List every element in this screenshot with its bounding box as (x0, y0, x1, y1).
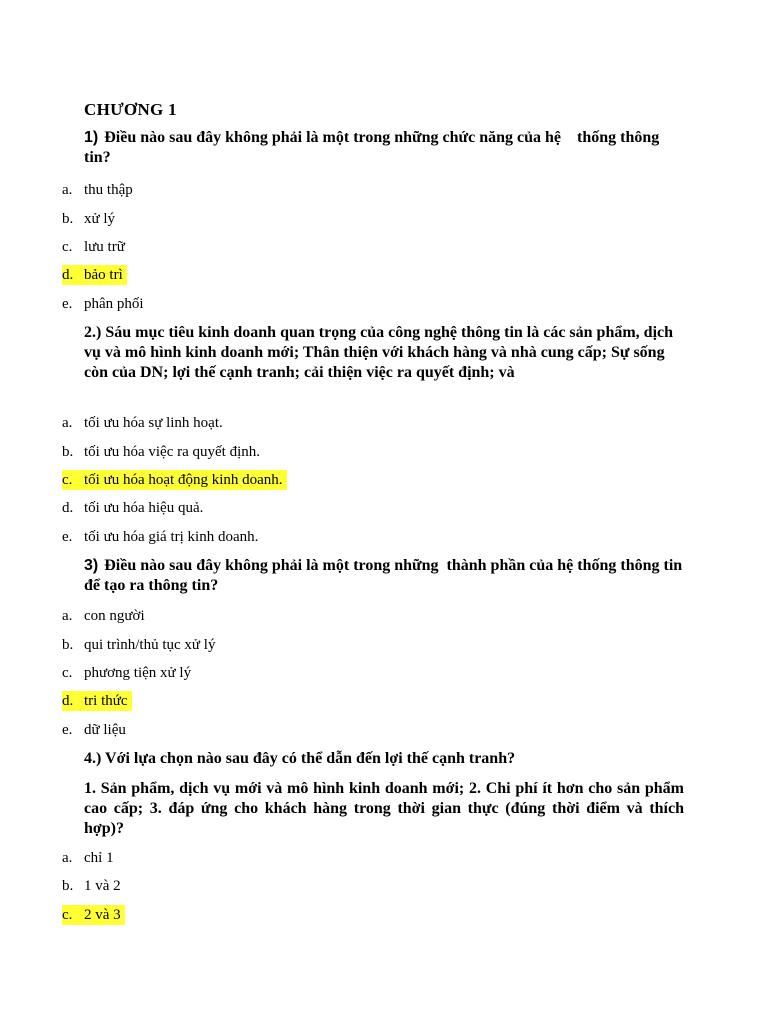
option-4c-answer: c. 2 và 3 (62, 905, 125, 925)
question-4 (84, 749, 684, 769)
option-2b: b. tối ưu hóa việc ra quyết định. (62, 444, 261, 460)
option-1b: b. xử lý (62, 211, 116, 227)
question-text: 2.) Sáu mục tiêu kinh doanh quan trọng của công nghệ thông tin là các sản phẩm, dịch vụ và mô hình kinh doanh mới; Thân thiện với khách hàng và nhà cung cấp; Sự sống còn của DN; lợi thế cạnh tranh; cải thiện việc ra quyết định; và (84, 324, 674, 381)
option-3a: a. con người (62, 608, 145, 624)
chapter-title: CHƯƠNG 1 (84, 100, 177, 119)
option-1c: c. lưu trữ (62, 239, 125, 255)
option-3e: e. dữ liệu (62, 722, 126, 738)
option-1d-answer: d. bảo trì (62, 265, 127, 285)
question-2 (84, 323, 684, 383)
question-number: 1) (84, 129, 99, 146)
question-text: Điều nào sau đây không phải là một trong những chức năng của hệ thống thông tin? (84, 129, 664, 166)
question-4-statements (84, 779, 684, 839)
option-2c-answer: c. tối ưu hóa hoạt động kinh doanh. (62, 470, 287, 490)
question-3 (84, 556, 687, 596)
question-text: Điều nào sau đây không phải là một trong những thành phần của hệ thống thông tin để tạo ra thông tin? (84, 557, 687, 594)
question-subtext: 1. Sản phẩm, dịch vụ mới và mô hình kinh doanh mới; 2. Chi phí ít hơn cho sản phẩm cao cấp; 3. đáp ứng cho khách hàng trong thời gian thực (đúng thời điểm và thích hợp)? (84, 780, 684, 837)
option-2a: a. tối ưu hóa sự linh hoạt. (62, 415, 223, 431)
option-1a: a. thu thập (62, 182, 133, 198)
option-2e: e. tối ưu hóa giá trị kinh doanh. (62, 529, 259, 545)
question-1 (84, 128, 684, 168)
option-4b: b. 1 và 2 (62, 878, 121, 894)
question-text: 4.) Với lựa chọn nào sau đây có thể dẫn đến lợi thế cạnh tranh? (84, 750, 516, 767)
option-4a: a. chỉ 1 (62, 850, 114, 866)
option-3b: b. qui trình/thủ tục xử lý (62, 637, 216, 653)
option-2d: d. tối ưu hóa hiệu quả. (62, 500, 204, 516)
question-number: 3) (84, 557, 99, 574)
option-1e: e. phân phối (62, 296, 144, 312)
option-3c: c. phương tiện xử lý (62, 665, 192, 681)
option-3d-answer: d. tri thức (62, 691, 132, 711)
